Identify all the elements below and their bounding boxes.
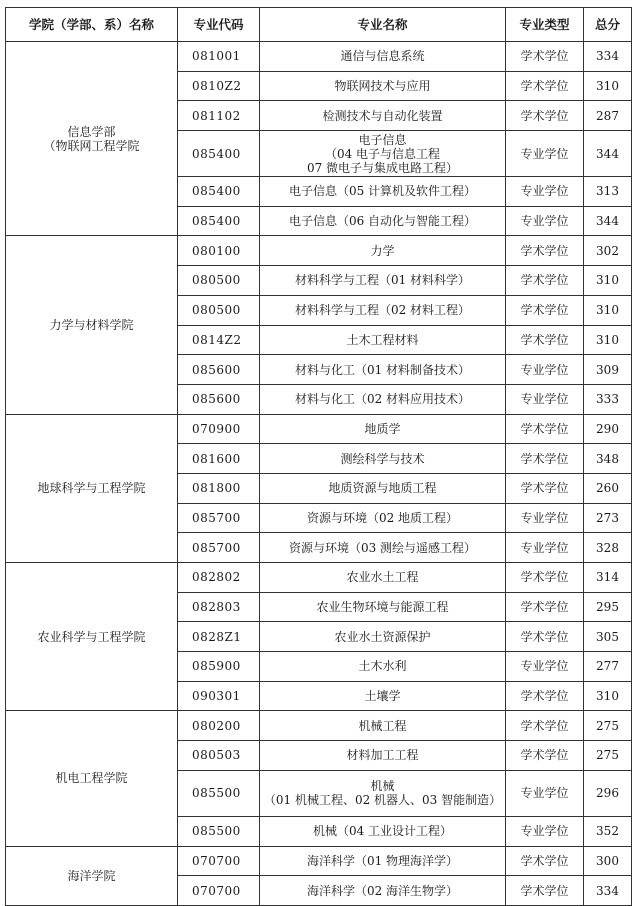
- total-score-cell: 302: [584, 236, 632, 266]
- major-type-cell: 学术学位: [506, 876, 584, 906]
- college-name-line: 机电工程学院: [55, 771, 128, 786]
- college-name-line: （物联网工程学院: [43, 138, 140, 153]
- total-score-cell: 334: [584, 42, 632, 72]
- major-code-cell: 080100: [178, 236, 260, 266]
- college-name-cell: [6, 42, 178, 236]
- table-row: [6, 42, 632, 72]
- major-name-cell: [260, 295, 506, 325]
- major-code-cell: 085400: [178, 131, 260, 177]
- major-type-cell: 学术学位: [506, 473, 584, 503]
- college-name-cell: [6, 846, 178, 905]
- total-score-cell: 314: [584, 563, 632, 593]
- total-score-cell: 305: [584, 622, 632, 652]
- major-type-cell: 学术学位: [506, 414, 584, 444]
- major-code-cell: 085900: [178, 652, 260, 682]
- major-type-cell: 学术学位: [506, 592, 584, 622]
- total-score-cell: 344: [584, 206, 632, 236]
- total-score-cell: 352: [584, 816, 632, 846]
- major-code-cell: 085500: [178, 770, 260, 816]
- major-name-line: 地质资源与地质工程: [328, 481, 437, 496]
- major-code-cell: 081600: [178, 444, 260, 474]
- major-name-line: 07 微电子与集成电路工程）: [306, 160, 459, 175]
- college-name-line: 海洋学院: [67, 868, 116, 883]
- major-name-line: 土壤学: [364, 689, 401, 704]
- major-code-cell: 080200: [178, 711, 260, 741]
- total-score-cell: 310: [584, 295, 632, 325]
- total-score-cell: 313: [584, 177, 632, 207]
- major-name-line: 材料与化工（01 材料制备技术）: [294, 362, 471, 377]
- major-code-cell: 0814Z2: [178, 325, 260, 355]
- major-type-cell: 学术学位: [506, 236, 584, 266]
- total-score-cell: 295: [584, 592, 632, 622]
- major-name-line: 农业生物环境与能源工程: [316, 600, 449, 615]
- major-name-cell: [260, 355, 506, 385]
- major-type-cell: 学术学位: [506, 711, 584, 741]
- college-name-cell: [6, 711, 178, 846]
- major-name-cell: [260, 741, 506, 771]
- major-type-cell: 专业学位: [506, 384, 584, 414]
- major-name-cell: [260, 711, 506, 741]
- major-name-line: 地质学: [364, 421, 401, 436]
- major-name-line: 海洋科学（01 物理海洋学）: [306, 853, 459, 868]
- major-code-cell: 080500: [178, 295, 260, 325]
- total-score-cell: 277: [584, 652, 632, 682]
- major-type-cell: 学术学位: [506, 846, 584, 876]
- total-score-cell: 287: [584, 101, 632, 131]
- major-name-cell: [260, 816, 506, 846]
- major-name-cell: [260, 533, 506, 563]
- header-type: 专业类型: [506, 8, 584, 42]
- major-code-cell: 085700: [178, 533, 260, 563]
- total-score-cell: 333: [584, 384, 632, 414]
- major-name-line: 资源与环境（03 测绘与遥感工程）: [288, 540, 477, 555]
- header-name: 专业名称: [260, 8, 506, 42]
- major-code-cell: 085600: [178, 355, 260, 385]
- major-type-cell: 专业学位: [506, 652, 584, 682]
- total-score-cell: 309: [584, 355, 632, 385]
- major-code-cell: 085400: [178, 177, 260, 207]
- major-type-cell: 学术学位: [506, 325, 584, 355]
- major-type-cell: 学术学位: [506, 295, 584, 325]
- major-name-cell: [260, 384, 506, 414]
- header-total: 总分: [584, 8, 632, 42]
- college-name-cell: [6, 414, 178, 562]
- college-name-line: 信息学部: [67, 124, 116, 139]
- table-row: [6, 846, 632, 876]
- major-type-cell: 学术学位: [506, 563, 584, 593]
- major-name-cell: [260, 236, 506, 266]
- major-name-line: 土木工程材料: [346, 332, 419, 347]
- major-type-cell: 学术学位: [506, 42, 584, 72]
- table-row: [6, 236, 632, 266]
- major-type-cell: 学术学位: [506, 681, 584, 711]
- major-name-cell: [260, 206, 506, 236]
- major-name-line: 材料科学与工程（02 材料工程）: [294, 303, 471, 318]
- major-name-cell: [260, 71, 506, 101]
- major-name-line: 机械: [370, 779, 395, 794]
- major-type-cell: 专业学位: [506, 533, 584, 563]
- major-name-cell: [260, 846, 506, 876]
- major-type-cell: 学术学位: [506, 622, 584, 652]
- major-name-cell: [260, 473, 506, 503]
- total-score-cell: 310: [584, 681, 632, 711]
- major-code-cell: 090301: [178, 681, 260, 711]
- major-code-cell: 0810Z2: [178, 71, 260, 101]
- major-name-line: 物联网技术与应用: [334, 79, 431, 94]
- major-name-cell: [260, 266, 506, 296]
- major-name-line: 海洋科学（02 海洋生物学）: [306, 883, 459, 898]
- major-name-cell: [260, 414, 506, 444]
- major-type-cell: 专业学位: [506, 816, 584, 846]
- major-code-cell: 085400: [178, 206, 260, 236]
- total-score-cell: 310: [584, 71, 632, 101]
- college-name-cell: [6, 236, 178, 414]
- major-code-cell: 082802: [178, 563, 260, 593]
- major-code-cell: 081102: [178, 101, 260, 131]
- header-college: 学院（学部、系）名称: [6, 8, 178, 42]
- major-name-cell: [260, 681, 506, 711]
- major-name-cell: [260, 652, 506, 682]
- major-name-cell: [260, 592, 506, 622]
- major-code-cell: 070700: [178, 846, 260, 876]
- total-score-cell: 275: [584, 711, 632, 741]
- table-row: [6, 414, 632, 444]
- major-name-cell: [260, 622, 506, 652]
- major-name-line: 机械（04 工业设计工程）: [312, 824, 453, 839]
- major-name-line: 材料与化工（02 材料应用技术）: [294, 392, 471, 407]
- major-name-line: （04 电子与信息工程: [324, 146, 441, 161]
- major-code-cell: 085500: [178, 816, 260, 846]
- major-name-line: 农业水土资源保护: [334, 629, 431, 644]
- header-row: [6, 8, 632, 42]
- total-score-cell: 296: [584, 770, 632, 816]
- major-name-line: 通信与信息系统: [340, 49, 425, 64]
- major-code-cell: 081001: [178, 42, 260, 72]
- major-code-cell: 081800: [178, 473, 260, 503]
- major-type-cell: 专业学位: [506, 770, 584, 816]
- major-name-line: 材料科学与工程（01 材料科学）: [294, 273, 471, 288]
- major-type-cell: 专业学位: [506, 355, 584, 385]
- major-name-line: 检测技术与自动化装置: [322, 108, 443, 123]
- major-name-line: 土木水利: [358, 659, 407, 674]
- total-score-cell: 260: [584, 473, 632, 503]
- college-name-line: 地球科学与工程学院: [37, 481, 146, 496]
- major-type-cell: 专业学位: [506, 177, 584, 207]
- major-code-cell: 082803: [178, 592, 260, 622]
- major-type-cell: 专业学位: [506, 206, 584, 236]
- major-code-cell: 070700: [178, 876, 260, 906]
- major-name-cell: [260, 563, 506, 593]
- total-score-cell: 328: [584, 533, 632, 563]
- major-name-line: 电子信息: [358, 132, 407, 147]
- score-table: [5, 7, 632, 906]
- major-type-cell: 学术学位: [506, 101, 584, 131]
- total-score-cell: 348: [584, 444, 632, 474]
- major-name-cell: [260, 876, 506, 906]
- college-name-line: 农业科学与工程学院: [37, 629, 146, 644]
- major-code-cell: 085600: [178, 384, 260, 414]
- header-code: 专业代码: [178, 8, 260, 42]
- major-type-cell: 学术学位: [506, 71, 584, 101]
- major-name-cell: [260, 444, 506, 474]
- major-name-cell: [260, 770, 506, 816]
- major-type-cell: 学术学位: [506, 741, 584, 771]
- table-row: [6, 711, 632, 741]
- major-name-line: 电子信息（05 计算机及软件工程）: [288, 184, 477, 199]
- total-score-cell: 290: [584, 414, 632, 444]
- total-score-cell: 300: [584, 846, 632, 876]
- major-code-cell: 070900: [178, 414, 260, 444]
- major-name-cell: [260, 325, 506, 355]
- total-score-cell: 273: [584, 503, 632, 533]
- major-type-cell: 学术学位: [506, 266, 584, 296]
- major-name-line: 农业水土工程: [346, 570, 419, 585]
- major-name-cell: [260, 42, 506, 72]
- total-score-cell: 310: [584, 325, 632, 355]
- college-name-line: 力学与材料学院: [49, 318, 134, 332]
- total-score-cell: 334: [584, 876, 632, 906]
- major-name-cell: [260, 503, 506, 533]
- table-row: [6, 563, 632, 593]
- major-name-line: 材料加工工程: [346, 748, 419, 763]
- major-name-line: 力学: [370, 243, 395, 258]
- major-name-line: 测绘科学与技术: [340, 451, 425, 466]
- major-type-cell: 专业学位: [506, 131, 584, 177]
- major-type-cell: 专业学位: [506, 503, 584, 533]
- total-score-cell: 275: [584, 741, 632, 771]
- college-name-cell: [6, 563, 178, 711]
- major-name-line: 资源与环境（02 地质工程）: [306, 510, 459, 525]
- major-code-cell: 0828Z1: [178, 622, 260, 652]
- total-score-cell: 310: [584, 266, 632, 296]
- major-code-cell: 085700: [178, 503, 260, 533]
- major-name-cell: [260, 177, 506, 207]
- major-type-cell: 学术学位: [506, 444, 584, 474]
- major-name-line: 电子信息（06 自动化与智能工程）: [288, 214, 477, 229]
- major-code-cell: 080503: [178, 741, 260, 771]
- major-name-line: （01 机械工程、02 机器人、03 智能制造）: [263, 793, 502, 808]
- table-body: [6, 42, 632, 906]
- major-code-cell: 080500: [178, 266, 260, 296]
- total-score-cell: 344: [584, 131, 632, 177]
- major-name-cell: [260, 131, 506, 177]
- major-name-line: 机械工程: [358, 718, 407, 733]
- major-name-cell: [260, 101, 506, 131]
